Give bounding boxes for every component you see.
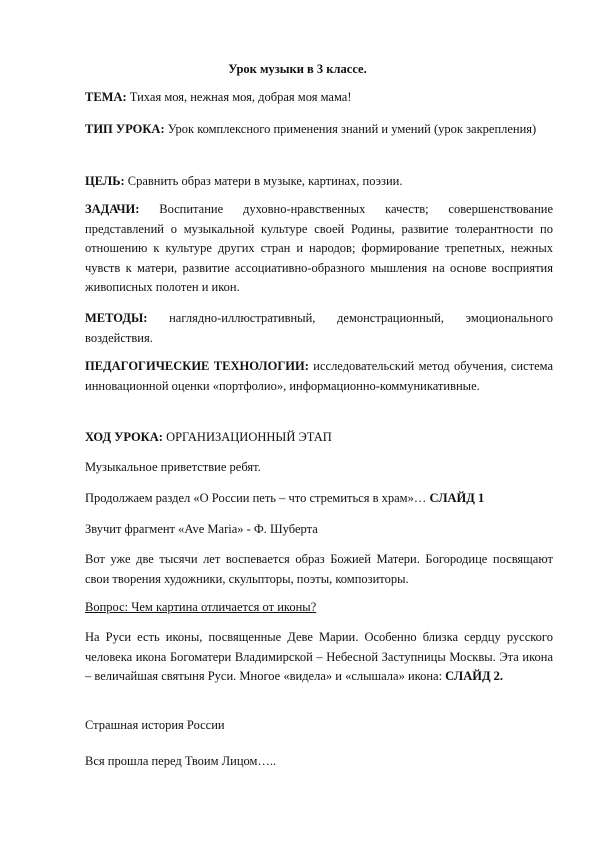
- goal-label: ЦЕЛЬ:: [85, 174, 125, 188]
- methods-paragraph: [85, 309, 553, 348]
- greeting-paragraph: Музыкальное приветствие ребят.: [85, 460, 261, 474]
- technologies-paragraph: [85, 357, 553, 396]
- goal-paragraph: [85, 172, 553, 192]
- continue-paragraph: [85, 489, 553, 509]
- tasks-label: ЗАДАЧИ:: [85, 202, 140, 216]
- fragment-paragraph: Звучит фрагмент «Ave Maria» - Ф. Шуберта: [85, 522, 318, 536]
- methods-text: наглядно-иллюстративный, демонстрационный, эмоционального воздействия.: [85, 311, 553, 345]
- rus-paragraph: [85, 628, 553, 687]
- slide-2-label: СЛАЙД 2.: [445, 669, 504, 683]
- goal-text: Сравнить образ матери в музыке, картинах, поэзии.: [124, 174, 403, 188]
- lesson-type-label: ТИП УРОКА:: [85, 122, 165, 136]
- lesson-type-paragraph: [85, 120, 553, 140]
- technologies-text: исследовательский метод обучения, система инновационной оценки «портфолио», информационно-коммуникативные.: [85, 359, 554, 393]
- lesson-flow-paragraph: [85, 428, 553, 448]
- lesson-flow-label: ХОД УРОКА:: [85, 430, 163, 444]
- tasks-text: Воспитание духовно-нравственных качеств; совершенствование представлений о музыкальной культуре своей Родины, развитие толерантности по отношению к культуре других стран и народов; формирование трепетных, нежных чувств к матери, развитие ассоциативно-образного мышления на основе восприятия живописных полотен и икон.: [85, 202, 553, 294]
- rus-text: На Руси есть иконы, посвященные Деве Марии. Особенно близка сердцу русского человека икона Богоматери Владимирской – Небесной Заступницы Москвы. Эта икона – величайшая святыня Руси. Многое «видела» и «слышала» икона:: [85, 630, 553, 683]
- face-paragraph: Вся прошла перед Твоим Лицом…..: [85, 754, 277, 768]
- image-paragraph: Вот уже две тысячи лет воспевается образ Божией Матери. Богородице посвящают свои творения художники, скульпторы, поэты, композиторы.: [85, 552, 553, 586]
- slide-1-label: СЛАЙД 1: [429, 491, 485, 505]
- topic-paragraph: [85, 88, 553, 108]
- history-paragraph: Страшная история России: [85, 718, 225, 732]
- continue-text: Продолжаем раздел «О России петь – что стремиться в храм»…: [85, 491, 430, 505]
- page-title: Урок музыки в 3 классе.: [228, 62, 367, 76]
- topic-text: Тихая моя, нежная моя, добрая моя мама!: [126, 90, 352, 104]
- technologies-label: ПЕДАГОГИЧЕСКИЕ ТЕХНОЛОГИИ:: [85, 359, 309, 373]
- lesson-flow-text: ОРГАНИЗАЦИОННЫЙ ЭТАП: [162, 430, 332, 444]
- lesson-type-text: Урок комплексного применения знаний и умений (урок закрепления): [164, 122, 537, 136]
- methods-label: МЕТОДЫ:: [85, 311, 148, 325]
- topic-label: ТЕМА:: [85, 90, 127, 104]
- tasks-paragraph: [85, 200, 553, 298]
- question-paragraph: Вопрос: Чем картина отличается от иконы?: [85, 600, 317, 614]
